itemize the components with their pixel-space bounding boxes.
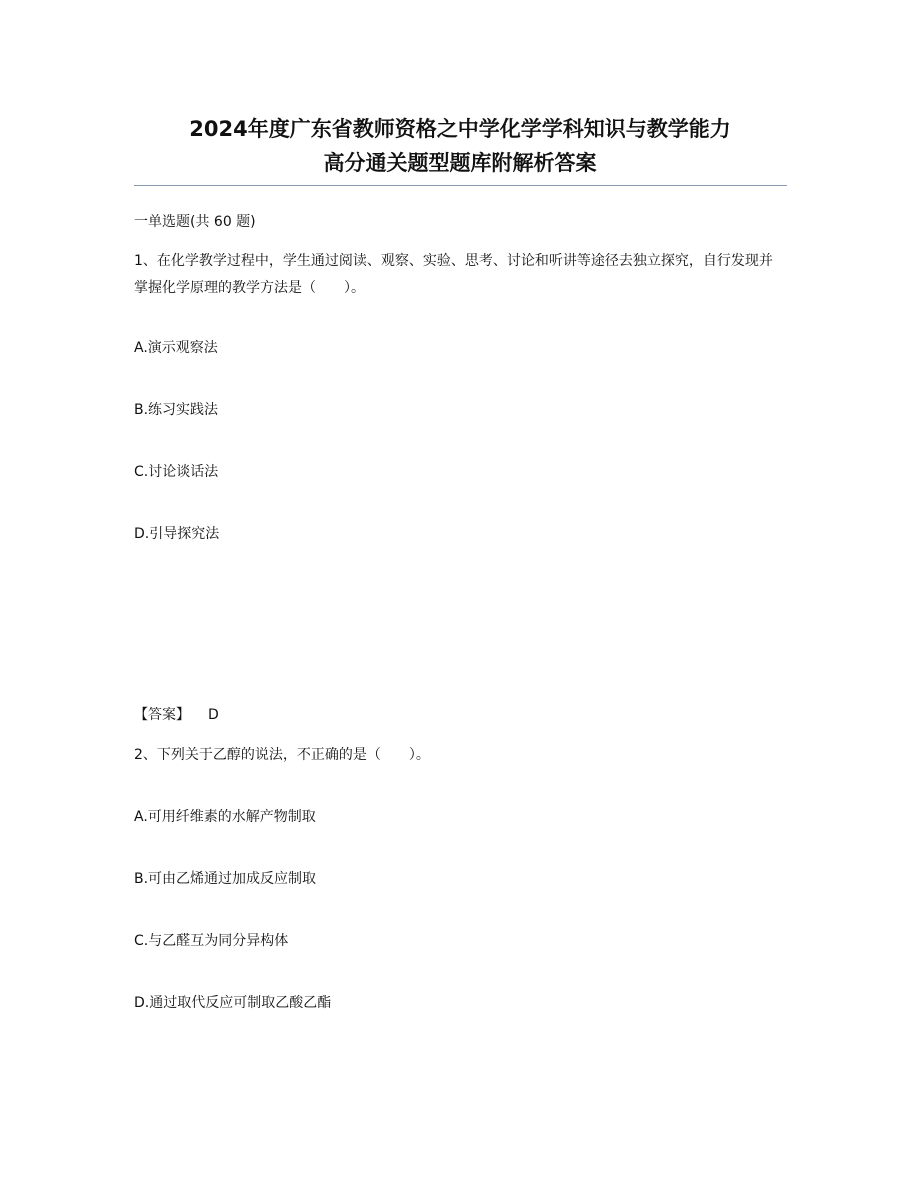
title-line-1: 2024年度广东省教师资格之中学化学学科知识与教学能力	[189, 117, 731, 141]
section-header: 一单选题(共 60 题)	[134, 214, 256, 230]
question-1-option-a: A.演示观察法	[134, 340, 218, 356]
answer-label: 【答案】	[134, 707, 190, 723]
question-1-option-d: D.引导探究法	[134, 526, 220, 542]
title-line-2: 高分通关题型题库附解析答案	[323, 151, 597, 175]
question-1-stem: 1、在化学教学过程中，学生通过阅读、观察、实验、思考、讨论和听讲等途径去独立探究，自行发现并掌握化学原理的教学方法是（ ）。	[134, 253, 773, 296]
question-1-option-c: C.讨论谈话法	[134, 464, 219, 480]
question-2-option-a: A.可用纤维素的水解产物制取	[134, 809, 316, 825]
question-1-answer	[134, 703, 219, 727]
answer-value: D	[208, 707, 219, 723]
question-2-option-c: C.与乙醛互为同分异构体	[134, 933, 289, 949]
document-title	[0, 112, 920, 180]
question-2-option-b: B.可由乙烯通过加成反应制取	[134, 871, 317, 887]
question-1-option-b: B.练习实践法	[134, 402, 219, 418]
question-2-option-d: D.通过取代反应可制取乙酸乙酯	[134, 995, 332, 1011]
question-2-stem: 2、下列关于乙醇的说法，不正确的是（ ）。	[134, 747, 430, 763]
title-divider	[134, 185, 787, 186]
